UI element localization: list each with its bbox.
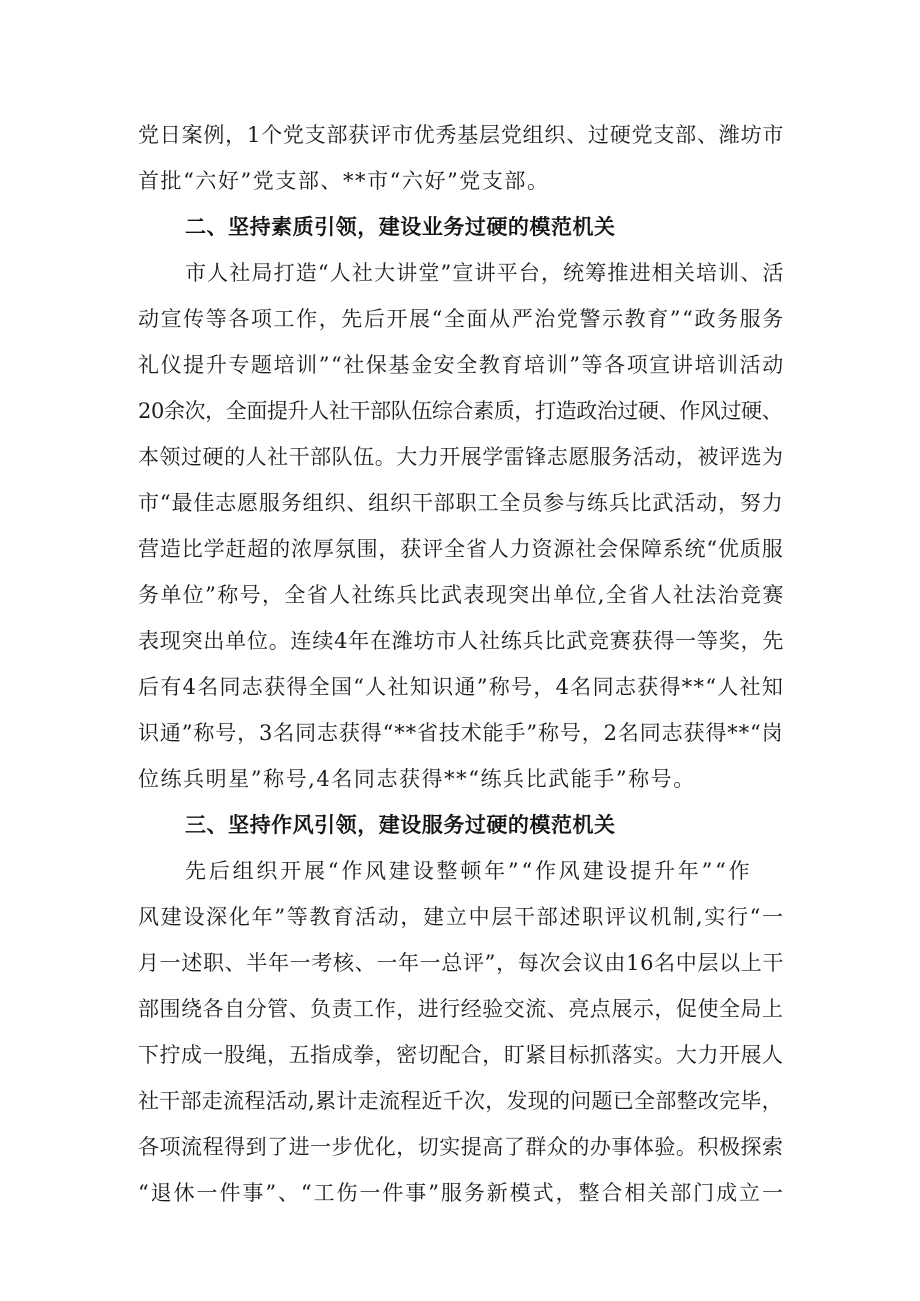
body-line: 月一述职、半年一考核、一年一总评”，每次会议由16名中层以上干 (138, 951, 785, 975)
section-heading-3: 三、坚持作风引领，建设服务过硬的模范机关 (185, 813, 616, 837)
body-line: 下拧成一股绳，五指成拳，密切配合，盯紧目标抓落实。大力开展人 (138, 1043, 784, 1067)
body-line: 20余次，全面提升人社干部队伍综合素质，打造政治过硬、作风过硬、 (138, 399, 783, 423)
body-line: 市人社局打造“人社大讲堂”宣讲平台，统筹推进相关培训、活 (185, 261, 785, 285)
body-line: “退休一件事”、“工伤一件事”服务新模式，整合相关部门成立一 (138, 1181, 785, 1205)
body-line: 部围绕各自分管、负责工作，进行经验交流、亮点展示，促使全局上 (138, 997, 784, 1021)
body-line: 务单位”称号，全省人社练兵比武表现突出单位,全省人社法治竞赛 (138, 583, 785, 607)
body-line: 营造比学赶超的浓厚氛围，获评全省人力资源社会保障系统“优质服 (138, 537, 784, 561)
body-line: 首批“六好”党支部、**市“六好”党支部。 (138, 169, 550, 193)
body-line: 先后组织开展“作风建设整顿年”“作风建设提升年”“作 (185, 859, 753, 883)
body-line: 位练兵明星”称号,4名同志获得**“练兵比武能手”称号。 (138, 767, 696, 791)
body-line: 党日案例，1个党支部获评市优秀基层党组织、过硬党支部、潍坊市 (138, 123, 785, 147)
body-line: 市“最佳志愿服务组织、组织干部职工全员参与练兵比武活动，努力 (138, 491, 784, 515)
body-line: 礼仪提升专题培训”“社保基金安全教育培训”等各项宣讲培训活动 (138, 353, 785, 377)
body-line: 表现突出单位。连续4年在潍坊市人社练兵比武竞赛获得一等奖，先 (138, 629, 785, 653)
body-line: 后有4名同志获得全国“人社知识通”称号，4名同志获得**“人社知 (138, 675, 785, 699)
body-line: 本领过硬的人社干部队伍。大力开展学雷锋志愿服务活动，被评选为 (138, 445, 784, 469)
body-line: 识通”称号，3名同志获得“**省技术能手”称号，2名同志获得**“岗 (138, 721, 784, 745)
body-line: 社干部走流程活动,累计走流程近千次，发现的问题已全部整改完毕， (138, 1089, 783, 1113)
body-line: 风建设深化年”等教育活动，建立中层干部述职评议机制,实行“一 (138, 905, 785, 929)
body-line: 动宣传等各项工作，先后开展“全面从严治党警示教育”“政务服务 (138, 307, 785, 331)
section-heading-2: 二、坚持素质引领，建设业务过硬的模范机关 (185, 215, 616, 239)
body-line: 各项流程得到了进一步优化，切实提高了群众的办事体验。积极探索 (138, 1135, 784, 1159)
